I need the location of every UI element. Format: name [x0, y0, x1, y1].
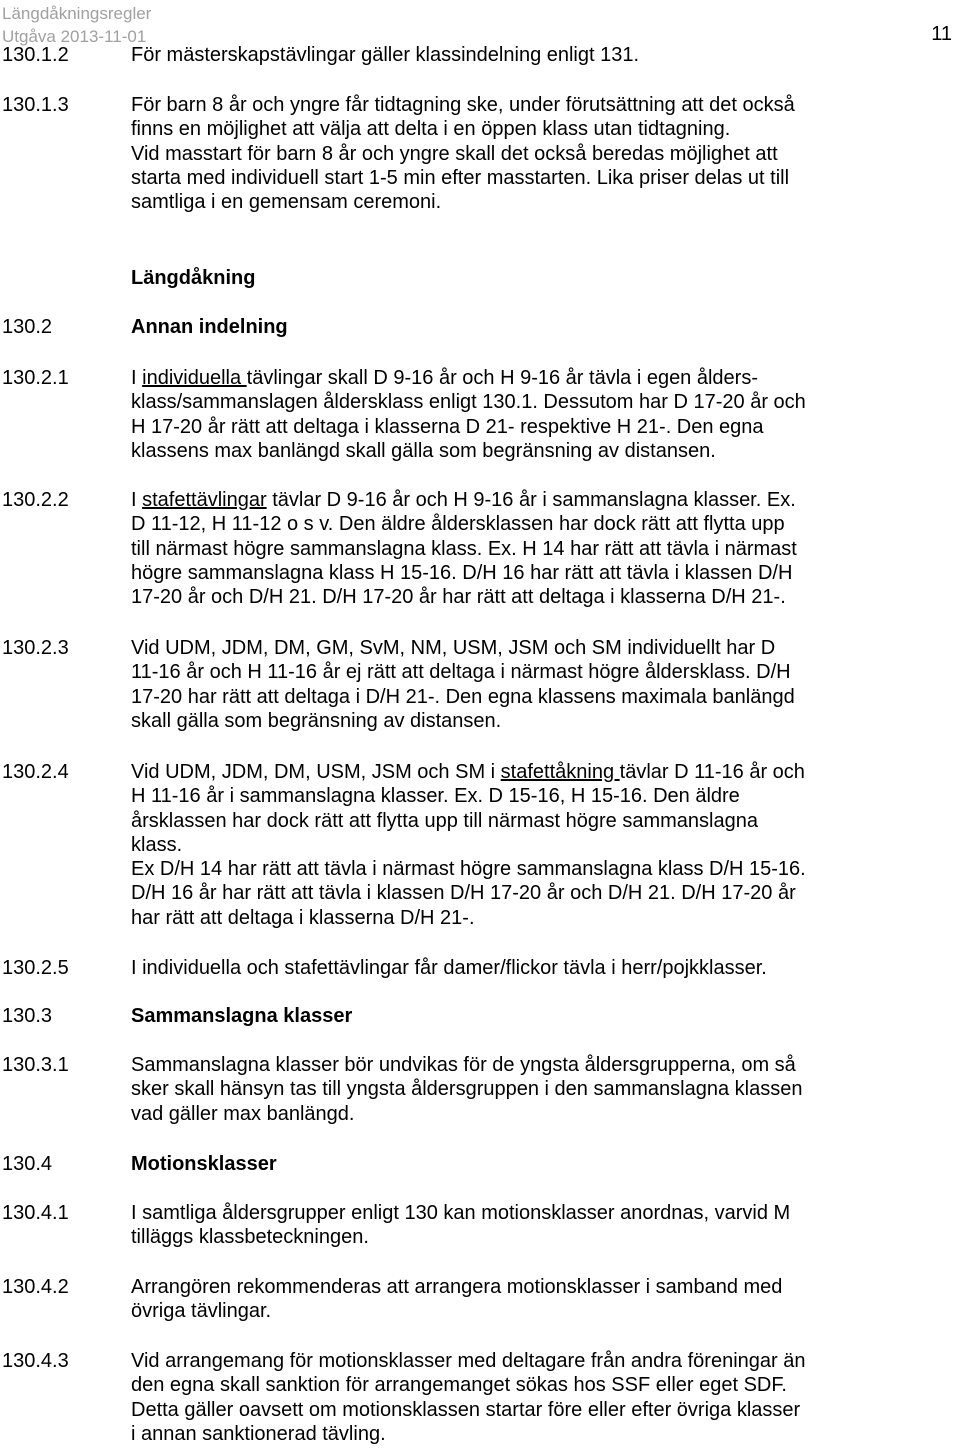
text-line: [131, 488, 960, 512]
text-line: För mästerskapstävlingar gäller klassindelning enligt 131.: [131, 44, 640, 66]
section-text: [131, 1349, 960, 1446]
text-line: I individuella och stafettävlingar får damer/flickor tävla i herr/pojkklasser.: [131, 957, 767, 979]
text-run: I: [131, 367, 143, 389]
section-title: Motionsklasser: [131, 1153, 277, 1175]
section-number: 130.2: [2, 316, 53, 338]
chapter-heading: Längdåkning: [131, 267, 256, 289]
underlined-term: individuella: [142, 367, 247, 389]
text-line: H 17-20 år rätt att deltaga i klasserna D 21- respektive H 21-. Den egna: [131, 415, 764, 438]
text-line: i annan sanktionerad tävling.: [131, 1422, 386, 1445]
underlined-term: stafettävlingar: [142, 489, 267, 511]
text-run: Vid UDM, JDM, DM, USM, JSM och SM i: [131, 761, 501, 783]
text-line: starta med individuell start 1-5 min efter masstarten. Lika priser delas ut till: [131, 166, 790, 189]
text-line: 11-16 år och H 11-16 år ej rätt att deltaga i närmast högre åldersklass. D/H: [131, 661, 791, 684]
section-number: 130.2.5: [2, 957, 69, 979]
section-number: 130.4.1: [2, 1202, 69, 1224]
text-line: D/H 16 år har rätt att tävla i klassen D/H 17-20 år och D/H 21. D/H 17-20 år: [131, 882, 796, 905]
text-line: klass.: [131, 833, 183, 856]
text-line: [131, 760, 960, 784]
section-text: [131, 366, 960, 463]
text-line: D 11-12, H 11-12 o s v. Den äldre åldersklassen har dock rätt att flytta upp: [131, 513, 785, 536]
text-run: tävlar D 9-16 år och H 9-16 år i sammanslagna klasser. Ex.: [266, 489, 796, 511]
section-text: [131, 1275, 960, 1324]
text-line: Vid arrangemang för motionsklasser med deltagare från andra föreningar än: [131, 1350, 806, 1372]
text-line: 17-20 år och D/H 21. D/H 17-20 år har rätt att deltaga i klasserna D/H 21-.: [131, 586, 786, 609]
text-line: klassens max banlängd skall gälla som begränsning av distansen.: [131, 439, 716, 462]
section-number: 130.4.2: [2, 1276, 69, 1298]
text-line: klass/sammanslagen åldersklass enligt 130.1. Dessutom har D 17-20 år och: [131, 391, 806, 414]
text-line: Detta gäller oavsett om motionsklassen startar före eller efter övriga klasser: [131, 1398, 801, 1421]
section-number: 130.1.2: [2, 44, 69, 66]
page-number: 11: [931, 23, 952, 45]
text-line: Arrangören rekommenderas att arrangera motionsklasser i samband med: [131, 1276, 783, 1298]
text-run: tävlar D 11-16 år och: [619, 761, 805, 783]
text-line: samtliga i en gemensam ceremoni.: [131, 191, 442, 214]
section-title: Annan indelning: [131, 316, 288, 338]
text-line: tilläggs klassbeteckningen.: [131, 1226, 369, 1249]
section-number: 130.2.2: [2, 489, 69, 511]
section-number: 130.2.3: [2, 637, 69, 659]
section-text: [131, 43, 960, 67]
section-text: [131, 760, 960, 930]
section-text: [131, 1053, 960, 1126]
section-text: [131, 93, 960, 214]
section-text: [131, 636, 960, 733]
text-line: till närmast högre sammanslagna klass. Ex. H 14 har rätt att tävla i närmast: [131, 537, 797, 560]
section-number: 130.3: [2, 1005, 53, 1027]
section-number: 130.4.3: [2, 1350, 69, 1372]
document-header: [2, 2, 302, 48]
text-line: 17-20 har rätt att deltaga i D/H 21-. Den egna klassens maximala banlängd: [131, 685, 795, 708]
text-line: Ex D/H 14 har rätt att tävla i närmast högre sammanslagna klass D/H 15-16.: [131, 858, 806, 881]
text-line: årsklassen har dock rätt att flytta upp till närmast högre sammanslagna: [131, 809, 758, 832]
text-line: har rätt att deltaga i klasserna D/H 21-.: [131, 906, 475, 929]
section-text: [131, 956, 960, 980]
text-line: sker skall hänsyn tas till yngsta åldersgruppen i den sammanslagna klassen: [131, 1078, 803, 1101]
section-number: 130.4: [2, 1153, 53, 1175]
text-run: I: [131, 489, 143, 511]
section-number: 130.1.3: [2, 94, 69, 116]
text-line: Vid masstart för barn 8 år och yngre skall det också beredas möjlighet att: [131, 142, 778, 165]
text-line: Sammanslagna klasser bör undvikas för de yngsta åldersgrupperna, om så: [131, 1054, 796, 1076]
text-line: finns en möjlighet att välja att delta i en öppen klass utan tidtagning.: [131, 118, 731, 141]
section-title: Sammanslagna klasser: [131, 1005, 353, 1027]
underlined-term: stafettåkning: [500, 761, 620, 783]
text-line: vad gäller max banlängd.: [131, 1102, 355, 1125]
text-line: I samtliga åldersgrupper enligt 130 kan motionsklasser anordnas, varvid M: [131, 1202, 791, 1224]
section-number: 130.2.4: [2, 761, 69, 783]
section-text: [131, 488, 960, 609]
text-line: [131, 366, 960, 390]
section-number: 130.3.1: [2, 1054, 69, 1076]
text-line: högre sammanslagna klass H 15-16. D/H 16 har rätt att tävla i klassen D/H: [131, 561, 793, 584]
document-edition: Utgåva 2013-11-01: [2, 27, 147, 46]
text-line: skall gälla som begränsning av distansen.: [131, 709, 502, 732]
text-line: För barn 8 år och yngre får tidtagning ske, under förutsättning att det också: [131, 94, 795, 116]
text-line: H 11-16 år i sammanslagna klasser. Ex. D 15-16, H 15-16. Den äldre: [131, 785, 740, 808]
document-title: Längdåkningsregler: [2, 4, 152, 23]
text-run: tävlingar skall D 9-16 år och H 9-16 år tävla i egen ålders-: [246, 367, 758, 389]
section-number: 130.2.1: [2, 367, 69, 389]
section-text: [131, 1201, 960, 1250]
text-line: övriga tävlingar.: [131, 1300, 272, 1323]
text-line: den egna skall sanktion för arrangemanget sökas hos SSF eller eget SDF.: [131, 1374, 787, 1397]
text-line: Vid UDM, JDM, DM, GM, SvM, NM, USM, JSM och SM individuellt har D: [131, 637, 776, 659]
